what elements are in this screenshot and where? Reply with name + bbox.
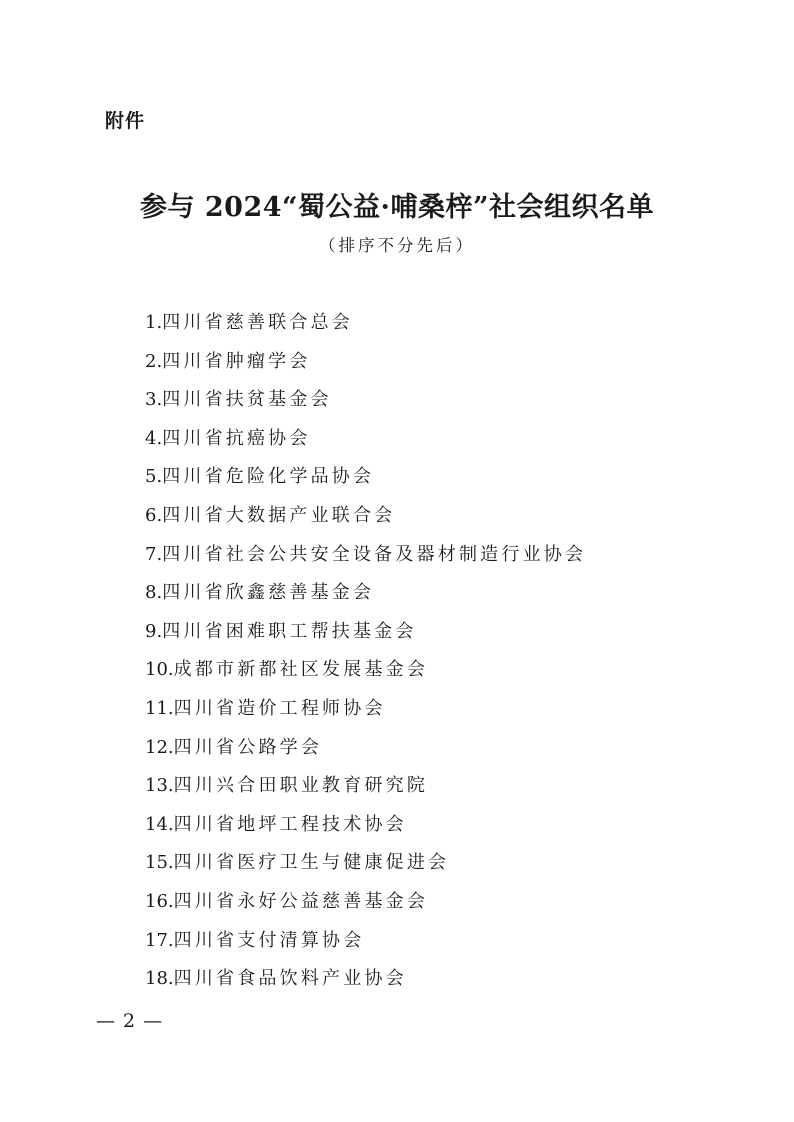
list-item <box>145 387 586 426</box>
page-number: — 2 — <box>96 1010 164 1032</box>
organization-name: 四川省支付清算协会 <box>173 929 365 951</box>
organization-name: 四川省地坪工程技术协会 <box>173 813 407 835</box>
item-number: 13. <box>145 775 174 797</box>
list-item <box>145 503 586 542</box>
organization-name: 四川省造价工程师协会 <box>173 697 386 719</box>
list-item <box>145 928 586 967</box>
organization-name: 四川省困难职工帮扶基金会 <box>162 620 417 642</box>
item-number: 16. <box>145 890 174 912</box>
list-item <box>145 850 586 889</box>
organization-name: 四川省社会公共安全设备及器材制造行业协会 <box>162 543 587 565</box>
organization-name: 四川省永好公益慈善基金会 <box>173 890 429 912</box>
organization-name: 四川省大数据产业联合会 <box>162 504 396 526</box>
organization-name: 四川省公路学会 <box>173 736 323 758</box>
list-item <box>145 426 586 465</box>
organization-name: 四川省危险化学品协会 <box>162 466 375 488</box>
organization-name: 四川省欣鑫慈善基金会 <box>162 582 375 604</box>
organization-name: 四川省食品饮料产业协会 <box>173 968 407 990</box>
organization-list <box>145 310 586 1005</box>
item-number: 10. <box>145 659 174 681</box>
organization-name: 四川省慈善联合总会 <box>162 312 353 333</box>
item-number: 2. <box>145 350 163 372</box>
item-number: 18. <box>145 968 174 990</box>
item-number: 9. <box>145 620 163 642</box>
item-number: 7. <box>145 543 163 565</box>
list-item <box>145 696 586 735</box>
item-number: 15. <box>145 852 174 874</box>
document-subtitle: （排序不分先后） <box>319 236 475 255</box>
list-item <box>145 619 586 658</box>
list-item <box>145 349 586 388</box>
list-item <box>145 773 586 812</box>
list-item <box>145 542 586 581</box>
organization-name: 四川省扶贫基金会 <box>162 389 332 411</box>
organization-name: 四川省抗癌协会 <box>162 427 311 449</box>
item-number: 1. <box>145 312 163 333</box>
item-number: 8. <box>145 582 163 604</box>
list-item <box>145 735 586 774</box>
item-number: 6. <box>145 504 163 526</box>
organization-name: 四川省医疗卫生与健康促进会 <box>173 852 450 874</box>
item-number: 5. <box>145 466 163 488</box>
list-item <box>145 310 586 349</box>
list-item <box>145 580 586 619</box>
document-title: 参与 2024“蜀公益·哺桑梓”社会组织名单 <box>139 192 654 223</box>
list-item <box>145 966 586 1005</box>
list-item <box>145 889 586 928</box>
organization-name: 四川兴合田职业教育研究院 <box>173 775 429 797</box>
organization-name: 四川省肿瘤学会 <box>162 350 311 372</box>
list-item <box>145 812 586 851</box>
list-item <box>145 464 586 503</box>
item-number: 17. <box>145 929 174 951</box>
attachment-label: 附件 <box>105 110 146 132</box>
list-item <box>145 657 586 696</box>
item-number: 12. <box>145 736 174 758</box>
item-number: 4. <box>145 427 163 449</box>
organization-name: 成都市新都社区发展基金会 <box>173 659 429 681</box>
item-number: 14. <box>145 813 174 835</box>
item-number: 3. <box>145 389 163 411</box>
item-number: 11. <box>145 697 174 719</box>
